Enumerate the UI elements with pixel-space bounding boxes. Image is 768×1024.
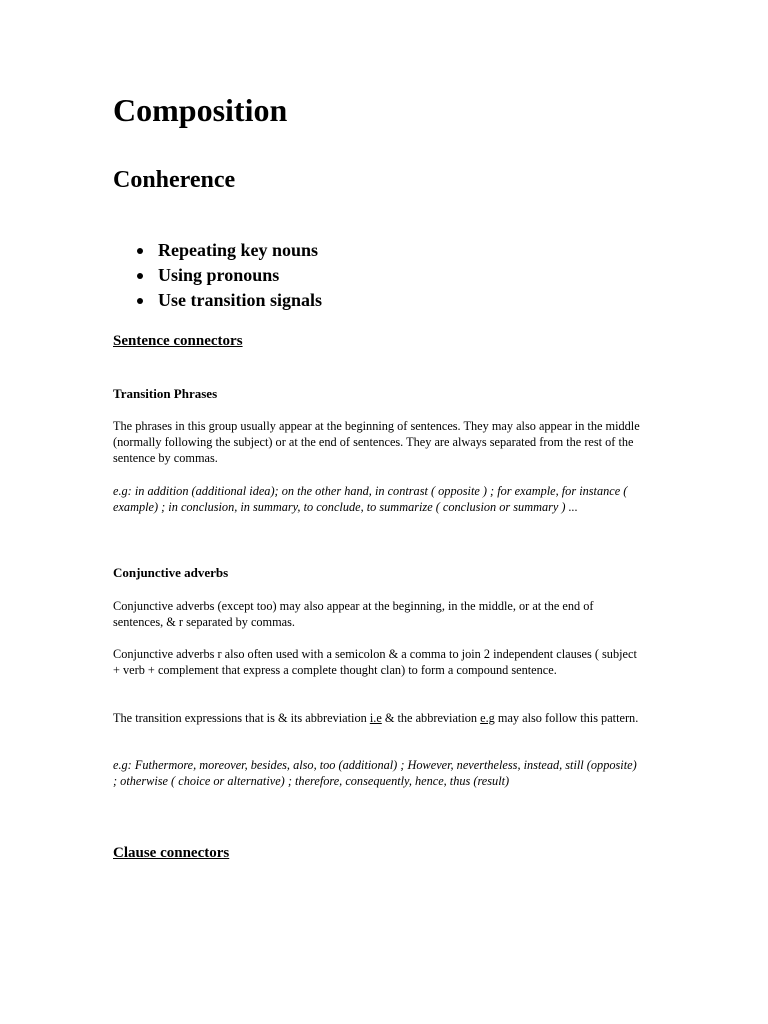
- conjunctive-adverbs-para-2: Conjunctive adverbs r also often used with a semicolon & a comma to join 2 independent clauses ( subject + verb + complement that express a complete thought clan) to form a compound sentence.: [113, 647, 637, 677]
- list-item-text: Use transition signals: [158, 290, 323, 310]
- para-3-text-end: may also follow this pattern.: [494, 711, 639, 725]
- conjunctive-adverbs-para-3: [113, 710, 643, 726]
- coherence-bullet-list: [113, 238, 322, 313]
- list-item: [113, 288, 322, 313]
- transition-phrases-body: The phrases in this group usually appear at the beginning of sentences. They may also appear in the middle (normally following the subject) or at the end of sentences. They are always separated from the rest of the sentence by commas.: [113, 419, 640, 465]
- ie-abbreviation: i.e: [369, 711, 382, 725]
- conjunctive-adverbs-example: e.g: Futhermore, moreover, besides, also, too (additional) ; However, nevertheless, instead, still (opposite) ; otherwise ( choice or alternative) ; therefore, consequently, hence, thus (result): [113, 758, 637, 788]
- para-3-text-middle: & the abbreviation: [381, 711, 481, 725]
- list-item: [113, 263, 322, 288]
- eg-abbreviation: e.g: [480, 711, 495, 725]
- transition-phrases-heading: Transition Phrases: [113, 386, 218, 401]
- conjunctive-adverbs-heading: Conjunctive adverbs: [113, 565, 229, 580]
- para-3-text-start: The transition expressions that is & its abbreviation: [113, 711, 370, 725]
- bullet-icon: [137, 248, 143, 254]
- list-item-text: Using pronouns: [158, 265, 280, 285]
- transition-phrases-example: e.g: in addition (additional idea); on the other hand, in contrast ( opposite ) ; for example, for instance ( example) ; in conclusion, in summary, to conclude, to summarize ( conclusion or summary ) ...: [113, 484, 628, 514]
- clause-connectors-heading: Clause connectors: [113, 845, 230, 861]
- conjunctive-adverbs-para-1: Conjunctive adverbs (except too) may also appear at the beginning, in the middle, or at the end of sentences, & r separated by commas.: [113, 599, 594, 629]
- list-item-text: Repeating key nouns: [158, 240, 319, 260]
- document-title: Composition: [113, 92, 288, 128]
- bullet-icon: [137, 273, 143, 279]
- bullet-icon: [137, 298, 143, 304]
- list-item: [113, 238, 322, 263]
- sentence-connectors-heading: Sentence connectors: [113, 333, 243, 349]
- document-subtitle: Conherence: [113, 167, 236, 193]
